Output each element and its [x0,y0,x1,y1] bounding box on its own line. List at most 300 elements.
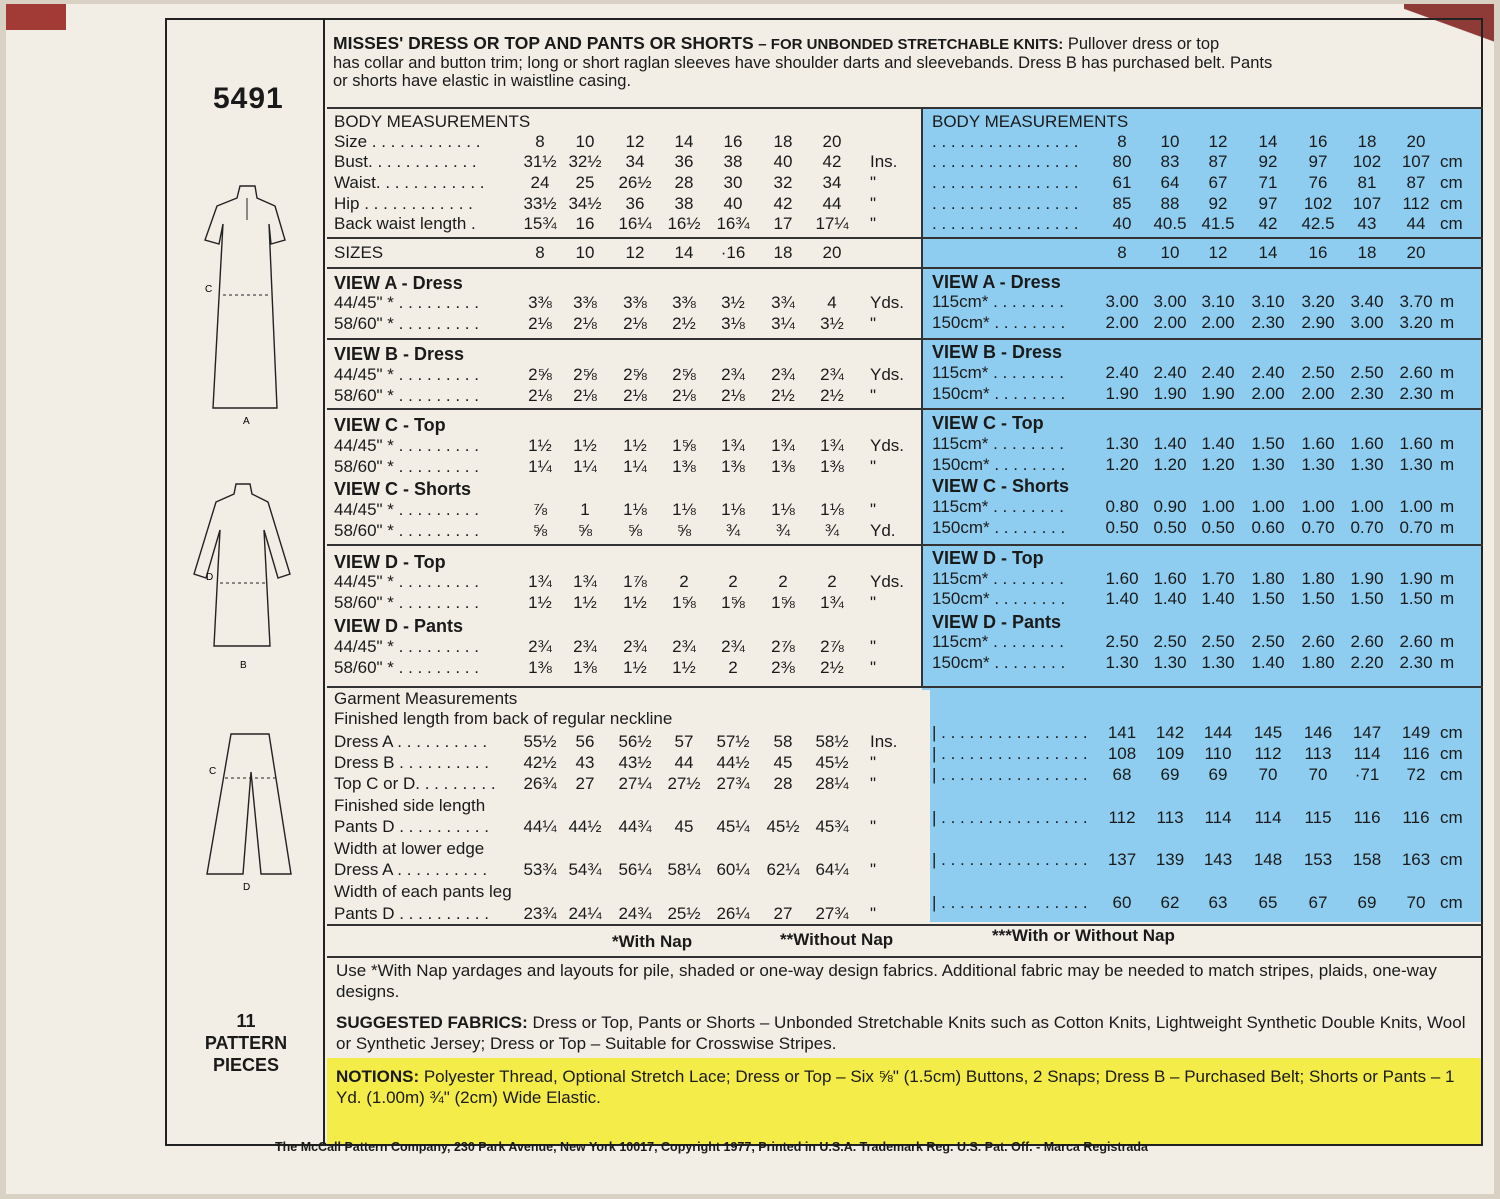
metric-cell: 88 [1160,194,1180,213]
metric-cell: 1.00 [1399,497,1433,516]
imperial-cell: 1⅜ [820,457,844,476]
imperial-cell: 45½ [766,817,800,836]
metric-cell: 1.30 [1105,653,1139,672]
imperial-cell: 2⅛ [573,386,597,405]
metric-cell: 2.50 [1105,632,1139,651]
metric-cell: 109 [1155,744,1185,763]
metric-cell: 145 [1253,723,1283,742]
imperial-cell: 42½ [523,753,557,772]
imperial-cell: 2¾ [623,637,647,656]
metric-cell: 108 [1107,744,1137,763]
metric-row-label: . . . . . . . . . . . . . . . . [932,214,1079,233]
metric-row-label: VIEW B - Dress [932,342,1063,362]
imperial-cell: 2⅛ [528,386,552,405]
metric-cell: 102 [1352,152,1382,171]
metric-cell: 116 [1353,808,1381,827]
metric-cell: 3.40 [1350,292,1384,311]
metric-cell: 67 [1308,893,1328,912]
imperial-row-label: VIEW C - Shorts [334,479,472,499]
metric-unit: cm [1440,152,1463,171]
metric-cell: 10 [1160,243,1180,262]
imperial-cell: 34 [625,152,645,171]
imperial-cell: 45 [674,817,694,836]
imperial-unit: " [870,753,877,772]
metric-row-label: . . . . . . . . . . . . . . . . [932,194,1079,213]
imperial-cell: 2½ [672,314,696,333]
metric-cell: 92 [1208,194,1228,213]
metric-cell: 143 [1203,850,1233,869]
view-c-d-pants-sketch [195,728,305,893]
imperial-row-label: 58/60" * . . . . . . . . . [334,521,479,540]
metric-cell: 0.70 [1301,518,1335,537]
imperial-row-label: 58/60" * . . . . . . . . . [334,593,479,612]
view-a-dress-sketch [185,180,305,430]
suggested-fabrics-text: Dress or Top, Pants or Shorts – Unbonded Stretchable Knits such as Cotton Knits, Lightweight Synthetic Double Knits, Wool or Synthetic Jersey; Dress or Top – Suitable for Crosswise Stripes. [336,1013,1466,1053]
metric-row-label: | . . . . . . . . . . . . . . . . [932,850,1088,869]
imperial-cell: 16¼ [618,214,652,233]
imperial-cell: 27½ [667,774,701,793]
metric-cell: 116 [1402,744,1430,763]
metric-unit: cm [1440,214,1463,233]
imperial-cell: 2½ [771,386,795,405]
imperial-unit: " [870,500,877,519]
imperial-cell: 1⅜ [528,658,552,677]
metric-row-label: VIEW D - Pants [932,612,1062,632]
imperial-cell: 1½ [528,436,552,455]
imperial-cell: 2⅝ [573,365,597,384]
metric-cell: 43 [1357,214,1377,233]
metric-row-label: 115cm* . . . . . . . . [932,434,1064,453]
metric-cell: 0.90 [1153,497,1187,516]
metric-cell: 0.50 [1153,518,1187,537]
imperial-cell: 1⅝ [721,593,745,612]
metric-cell: 64 [1160,173,1180,192]
suggested-fabrics-label: SUGGESTED FABRICS: [336,1013,528,1032]
metric-cell: 92 [1258,152,1278,171]
imperial-cell: 30 [723,173,743,192]
metric-cell: 1.40 [1201,589,1235,608]
metric-cell: 87 [1208,152,1228,171]
metric-unit: m [1440,653,1455,672]
metric-cell: 60 [1112,893,1132,912]
imperial-cell: ⅝ [676,521,692,540]
metric-cell: 80 [1112,152,1132,171]
imperial-cell: 16½ [667,214,701,233]
metric-cell: 2.60 [1301,632,1335,651]
pattern-description [333,34,1473,90]
metric-cell: 1.20 [1153,455,1187,474]
metric-cell: 2.30 [1251,313,1285,332]
imperial-cell: 2 [827,572,837,591]
imperial-cell: 14 [674,132,694,151]
imperial-unit: Yd. [870,521,896,540]
imperial-cell: 58¼ [667,860,701,879]
imperial-row-label: Size . . . . . . . . . . . . [334,132,481,151]
imperial-cell: 1¾ [528,572,552,591]
imperial-row-label: VIEW A - Dress [334,273,463,293]
imperial-cell: 36 [674,152,694,171]
metric-cell: 115 [1304,808,1332,827]
imperial-cell: 45¼ [716,817,750,836]
metric-cell: 114 [1204,808,1232,827]
metric-cell: 114 [1254,808,1282,827]
metric-cell: 12 [1208,132,1228,151]
imperial-cell: 3½ [721,293,745,312]
metric-cell: 116 [1402,808,1430,827]
nap-legend-2: **Without Nap [780,930,894,949]
imperial-row-label: Width of each pants leg [334,882,512,901]
imperial-unit: Ins. [870,732,898,751]
imperial-cell: 24 [530,173,550,192]
imperial-cell: 23¾ [523,904,557,923]
imperial-cell: ⅝ [627,521,643,540]
description-line-1: Pullover dress or top [1067,35,1220,53]
metric-cell: 1.50 [1301,589,1335,608]
metric-cell: 158 [1352,850,1382,869]
metric-cell: 2.50 [1251,632,1285,651]
nap-legend-1: *With Nap [612,932,693,951]
metric-cell: 68 [1112,765,1132,784]
metric-cell: 1.80 [1251,569,1285,588]
metric-row-label: VIEW C - Top [932,413,1044,433]
metric-cell: 149 [1401,723,1431,742]
imperial-cell: 2⅛ [672,386,696,405]
metric-cell: 1.50 [1399,589,1433,608]
imperial-cell: 1¾ [721,436,745,455]
imperial-cell: ⅝ [577,521,593,540]
metric-cell: 71 [1258,173,1278,192]
imperial-unit: Ins. [870,152,898,171]
metric-cell: 69 [1357,893,1377,912]
imperial-cell: 2⅛ [623,386,647,405]
metric-cell: 1.70 [1201,569,1235,588]
imperial-unit: " [870,774,877,793]
imperial-cell: 1⅞ [623,572,647,591]
imperial-cell: 27¾ [815,904,849,923]
imperial-unit: " [870,593,877,612]
metric-cell: 3.00 [1105,292,1139,311]
imperial-cell: 2⅛ [623,314,647,333]
metric-cell: 1.90 [1350,569,1384,588]
metric-unit: m [1440,632,1455,651]
metric-cell: 63 [1208,893,1228,912]
imperial-cell: 1⅛ [623,500,647,519]
imperial-cell: 1½ [528,593,552,612]
metric-cell: 1.40 [1153,434,1187,453]
imperial-cell: 2¾ [721,637,745,656]
imperial-cell: 28¼ [815,774,849,793]
imperial-cell: 1⅛ [771,500,795,519]
imperial-cell: 34½ [568,194,602,213]
imperial-row-label: Dress A . . . . . . . . . . [334,860,488,879]
metric-cell: 81 [1357,173,1377,192]
imperial-unit: " [870,658,877,677]
imperial-cell: 45 [773,753,793,772]
imperial-cell: 2¾ [672,637,696,656]
metric-cell: 3.70 [1399,292,1433,311]
imperial-cell: 1½ [623,593,647,612]
imperial-cell: 40 [723,194,743,213]
metric-cell: 146 [1303,723,1333,742]
metric-cell: 1.40 [1105,589,1139,608]
metric-unit: m [1440,363,1455,382]
metric-row-label: 150cm* . . . . . . . . [932,589,1066,608]
metric-cell: 3.00 [1153,292,1187,311]
metric-row-label: | . . . . . . . . . . . . . . . . [932,808,1088,827]
metric-cell: 0.70 [1399,518,1433,537]
metric-cell: 112 [1402,194,1430,213]
metric-row-label: | . . . . . . . . . . . . . . . . [932,893,1088,912]
imperial-cell: 10 [575,132,595,151]
imperial-row-label: 58/60" * . . . . . . . . . [334,457,479,476]
metric-cell: 1.50 [1251,434,1285,453]
imperial-cell: 1½ [573,593,597,612]
notions [336,1066,1481,1108]
metric-unit: m [1440,384,1455,403]
imperial-cell: 2¾ [573,637,597,656]
metric-unit: cm [1440,723,1463,742]
imperial-cell: 3⅜ [573,293,597,312]
metric-cell: 70 [1406,893,1426,912]
imperial-unit: " [870,457,877,476]
imperial-row-label: SIZES [334,243,384,262]
imperial-row-label: Top C or D. . . . . . . . . [334,774,496,793]
imperial-cell: 24¼ [568,904,602,923]
metric-cell: 16 [1308,132,1328,151]
metric-cell: 1.40 [1153,589,1187,608]
svg-text:B: B [240,660,247,671]
metric-cell: 1.00 [1201,497,1235,516]
metric-cell: 1.30 [1399,455,1433,474]
imperial-row-label: Width at lower edge [334,839,485,858]
pieces-label-1: PATTERN [204,1033,288,1053]
imperial-cell: 20 [822,132,842,151]
imperial-cell: 3⅜ [623,293,647,312]
metric-cell: 0.60 [1251,518,1285,537]
imperial-cell: 2⅛ [721,386,745,405]
metric-cell: 1.50 [1350,589,1384,608]
imperial-cell: 12 [625,132,645,151]
metric-cell: 14 [1258,132,1278,151]
nap-legend-3: ***With or Without Nap [992,926,1175,945]
imperial-cell: 44¼ [523,817,557,836]
svg-text:D: D [206,572,214,583]
metric-cell: 2.30 [1399,653,1433,672]
metric-unit: m [1440,292,1455,311]
metric-cell: 2.60 [1399,632,1433,651]
metric-cell: 139 [1155,850,1185,869]
metric-cell: 110 [1204,744,1232,763]
metric-cell: 1.60 [1105,569,1139,588]
imperial-cell: 17 [773,214,793,233]
imperial-cell: 1¾ [573,572,597,591]
imperial-cell: 1¾ [820,436,844,455]
imperial-cell: 33½ [523,194,557,213]
metric-cell: 2.00 [1105,313,1139,332]
metric-cell: 2.90 [1301,313,1335,332]
metric-cell: 102 [1303,194,1333,213]
imperial-unit: Yds. [870,436,905,455]
imperial-row-label: 44/45" * . . . . . . . . . [334,637,479,656]
notions-text: Polyester Thread, Optional Stretch Lace; Dress or Top – Six ⅝" (1.5cm) Buttons, 2 Snaps; Dress B – Purchased Belt; Shorts or Pants – 1 Yd. (1.00m) ¾" (2cm) Wide Elastic. [336,1067,1455,1107]
metric-row-label: | . . . . . . . . . . . . . . . . [932,723,1088,742]
metric-cell: 112 [1108,808,1136,827]
metric-unit: m [1440,313,1455,332]
imperial-cell: 2¾ [721,365,745,384]
metric-cell: 1.90 [1201,384,1235,403]
imperial-cell: 27 [575,774,595,793]
metric-unit: m [1440,569,1455,588]
imperial-cell: 31½ [523,152,557,171]
imperial-cell: 40 [773,152,793,171]
metric-unit: m [1440,434,1455,453]
metric-cell: 1.60 [1301,434,1335,453]
imperial-cell: 53¾ [523,860,557,879]
imperial-cell: 32 [773,173,793,192]
svg-text:D: D [243,882,251,893]
metric-cell: 2.50 [1350,363,1384,382]
metric-unit: cm [1440,765,1463,784]
metric-cell: 2.50 [1153,632,1187,651]
metric-cell: 142 [1155,723,1185,742]
metric-cell: 2.50 [1301,363,1335,382]
svg-text:A: A [243,416,250,427]
metric-cell: 1.90 [1105,384,1139,403]
metric-cell: 40 [1112,214,1132,233]
metric-cell: 10 [1160,132,1180,151]
metric-cell: 42 [1258,214,1278,233]
imperial-cell: 2¾ [528,637,552,656]
metric-cell: 85 [1112,194,1132,213]
metric-cell: 163 [1401,850,1431,869]
imperial-cell: 27¼ [618,774,652,793]
metric-cell: 2.30 [1399,384,1433,403]
metric-row-label: 150cm* . . . . . . . . [932,455,1066,474]
metric-cell: 65 [1258,893,1278,912]
imperial-cell: 1½ [573,436,597,455]
imperial-row-label: Hip . . . . . . . . . . . . [334,194,473,213]
imperial-row-label: Pants D . . . . . . . . . . [334,904,489,923]
metric-cell: 3.20 [1301,292,1335,311]
metric-cell: 3.00 [1350,313,1384,332]
imperial-unit: Yds. [870,572,905,591]
imperial-cell: 1⅝ [672,436,696,455]
metric-unit: cm [1440,194,1463,213]
pattern-title: MISSES' DRESS OR TOP AND PANTS OR SHORTS [333,33,754,53]
imperial-cell: 56¼ [618,860,652,879]
metric-cell: 1.40 [1251,653,1285,672]
metric-cell: 14 [1258,243,1278,262]
imperial-unit: " [870,314,877,333]
metric-cell: 1.20 [1201,455,1235,474]
imperial-cell: 14 [674,243,694,262]
imperial-cell: ¾ [725,521,741,540]
imperial-unit: " [870,173,877,192]
metric-unit: cm [1440,744,1463,763]
metric-cell: 69 [1208,765,1228,784]
metric-cell: 97 [1258,194,1278,213]
metric-cell: 1.00 [1350,497,1384,516]
metric-row-label: | . . . . . . . . . . . . . . . . [932,744,1088,763]
metric-cell: 1.90 [1153,384,1187,403]
imperial-cell: 45¾ [815,817,849,836]
metric-cell: 0.70 [1350,518,1384,537]
imperial-cell: 28 [674,173,694,192]
imperial-cell: 25½ [667,904,701,923]
imperial-cell: 44¾ [618,817,652,836]
metric-cell: 2.50 [1201,632,1235,651]
metric-row-label: | . . . . . . . . . . . . . . . . [932,765,1088,784]
metric-row-label: . . . . . . . . . . . . . . . . [932,132,1079,151]
imperial-row-label: VIEW C - Top [334,415,446,435]
view-b-dress-sketch [180,478,305,673]
imperial-cell: 1½ [672,658,696,677]
imperial-cell: 1¼ [573,457,597,476]
metric-unit: m [1440,455,1455,474]
metric-unit: cm [1440,173,1463,192]
imperial-cell: 1⅜ [771,457,795,476]
metric-cell: 1.40 [1201,434,1235,453]
svg-text:C: C [205,284,213,295]
imperial-cell: ¾ [775,521,791,540]
imperial-cell: 16¾ [716,214,750,233]
imperial-cell: 1⅜ [672,457,696,476]
metric-cell: 144 [1203,723,1233,742]
imperial-cell: 2½ [820,386,844,405]
metric-cell: 61 [1112,173,1132,192]
imperial-cell: 1⅛ [721,500,745,519]
metric-unit: cm [1440,893,1463,912]
imperial-row-label: 44/45" * . . . . . . . . . [334,293,479,312]
metric-cell: 2.00 [1201,313,1235,332]
imperial-unit: " [870,194,877,213]
metric-cell: 1.60 [1399,434,1433,453]
imperial-cell: 3⅜ [528,293,552,312]
imperial-cell: 43 [575,753,595,772]
imperial-unit: Yds. [870,365,905,384]
metric-cell: 20 [1406,132,1426,151]
metric-cell: 2.20 [1350,653,1384,672]
imperial-row-label: Bust. . . . . . . . . . . . [334,152,477,171]
imperial-unit: " [870,860,877,879]
imperial-cell: ·16 [720,243,746,262]
imperial-cell: 12 [625,243,645,262]
metric-cell: 1.30 [1201,653,1235,672]
metric-cell: 107 [1401,152,1431,171]
imperial-row-label: Garment Measurements [334,689,518,708]
metric-cell: 18 [1357,132,1377,151]
imperial-cell: 1¾ [820,593,844,612]
imperial-cell: 2⅝ [623,365,647,384]
metric-row-label: . . . . . . . . . . . . . . . . [932,152,1079,171]
imperial-cell: 44 [674,753,694,772]
imperial-cell: 2⅞ [771,637,795,656]
metric-cell: 1.00 [1251,497,1285,516]
imperial-row-label: 58/60" * . . . . . . . . . [334,658,479,677]
imperial-row-label: Back waist length . [334,214,476,233]
metric-cell: 1.00 [1301,497,1335,516]
imperial-cell: 1½ [623,658,647,677]
pieces-number: 11 [236,1011,256,1031]
publisher-footer: The McCall Pattern Company, 230 Park Avenue, New York 10017, Copyright 1977, Printed in U.S.A. Trademark Reg. U.S. Pat. Off. - Marca Registrada [275,1140,1148,1154]
imperial-cell: 3¾ [771,293,795,312]
metric-row-label: . . . . . . . . . . . . . . . . [932,173,1079,192]
imperial-cell: 1⅛ [820,500,844,519]
imperial-cell: 1½ [623,436,647,455]
imperial-cell: 54¾ [568,860,602,879]
metric-cell: 18 [1357,243,1377,262]
imperial-cell: 42 [822,152,842,171]
